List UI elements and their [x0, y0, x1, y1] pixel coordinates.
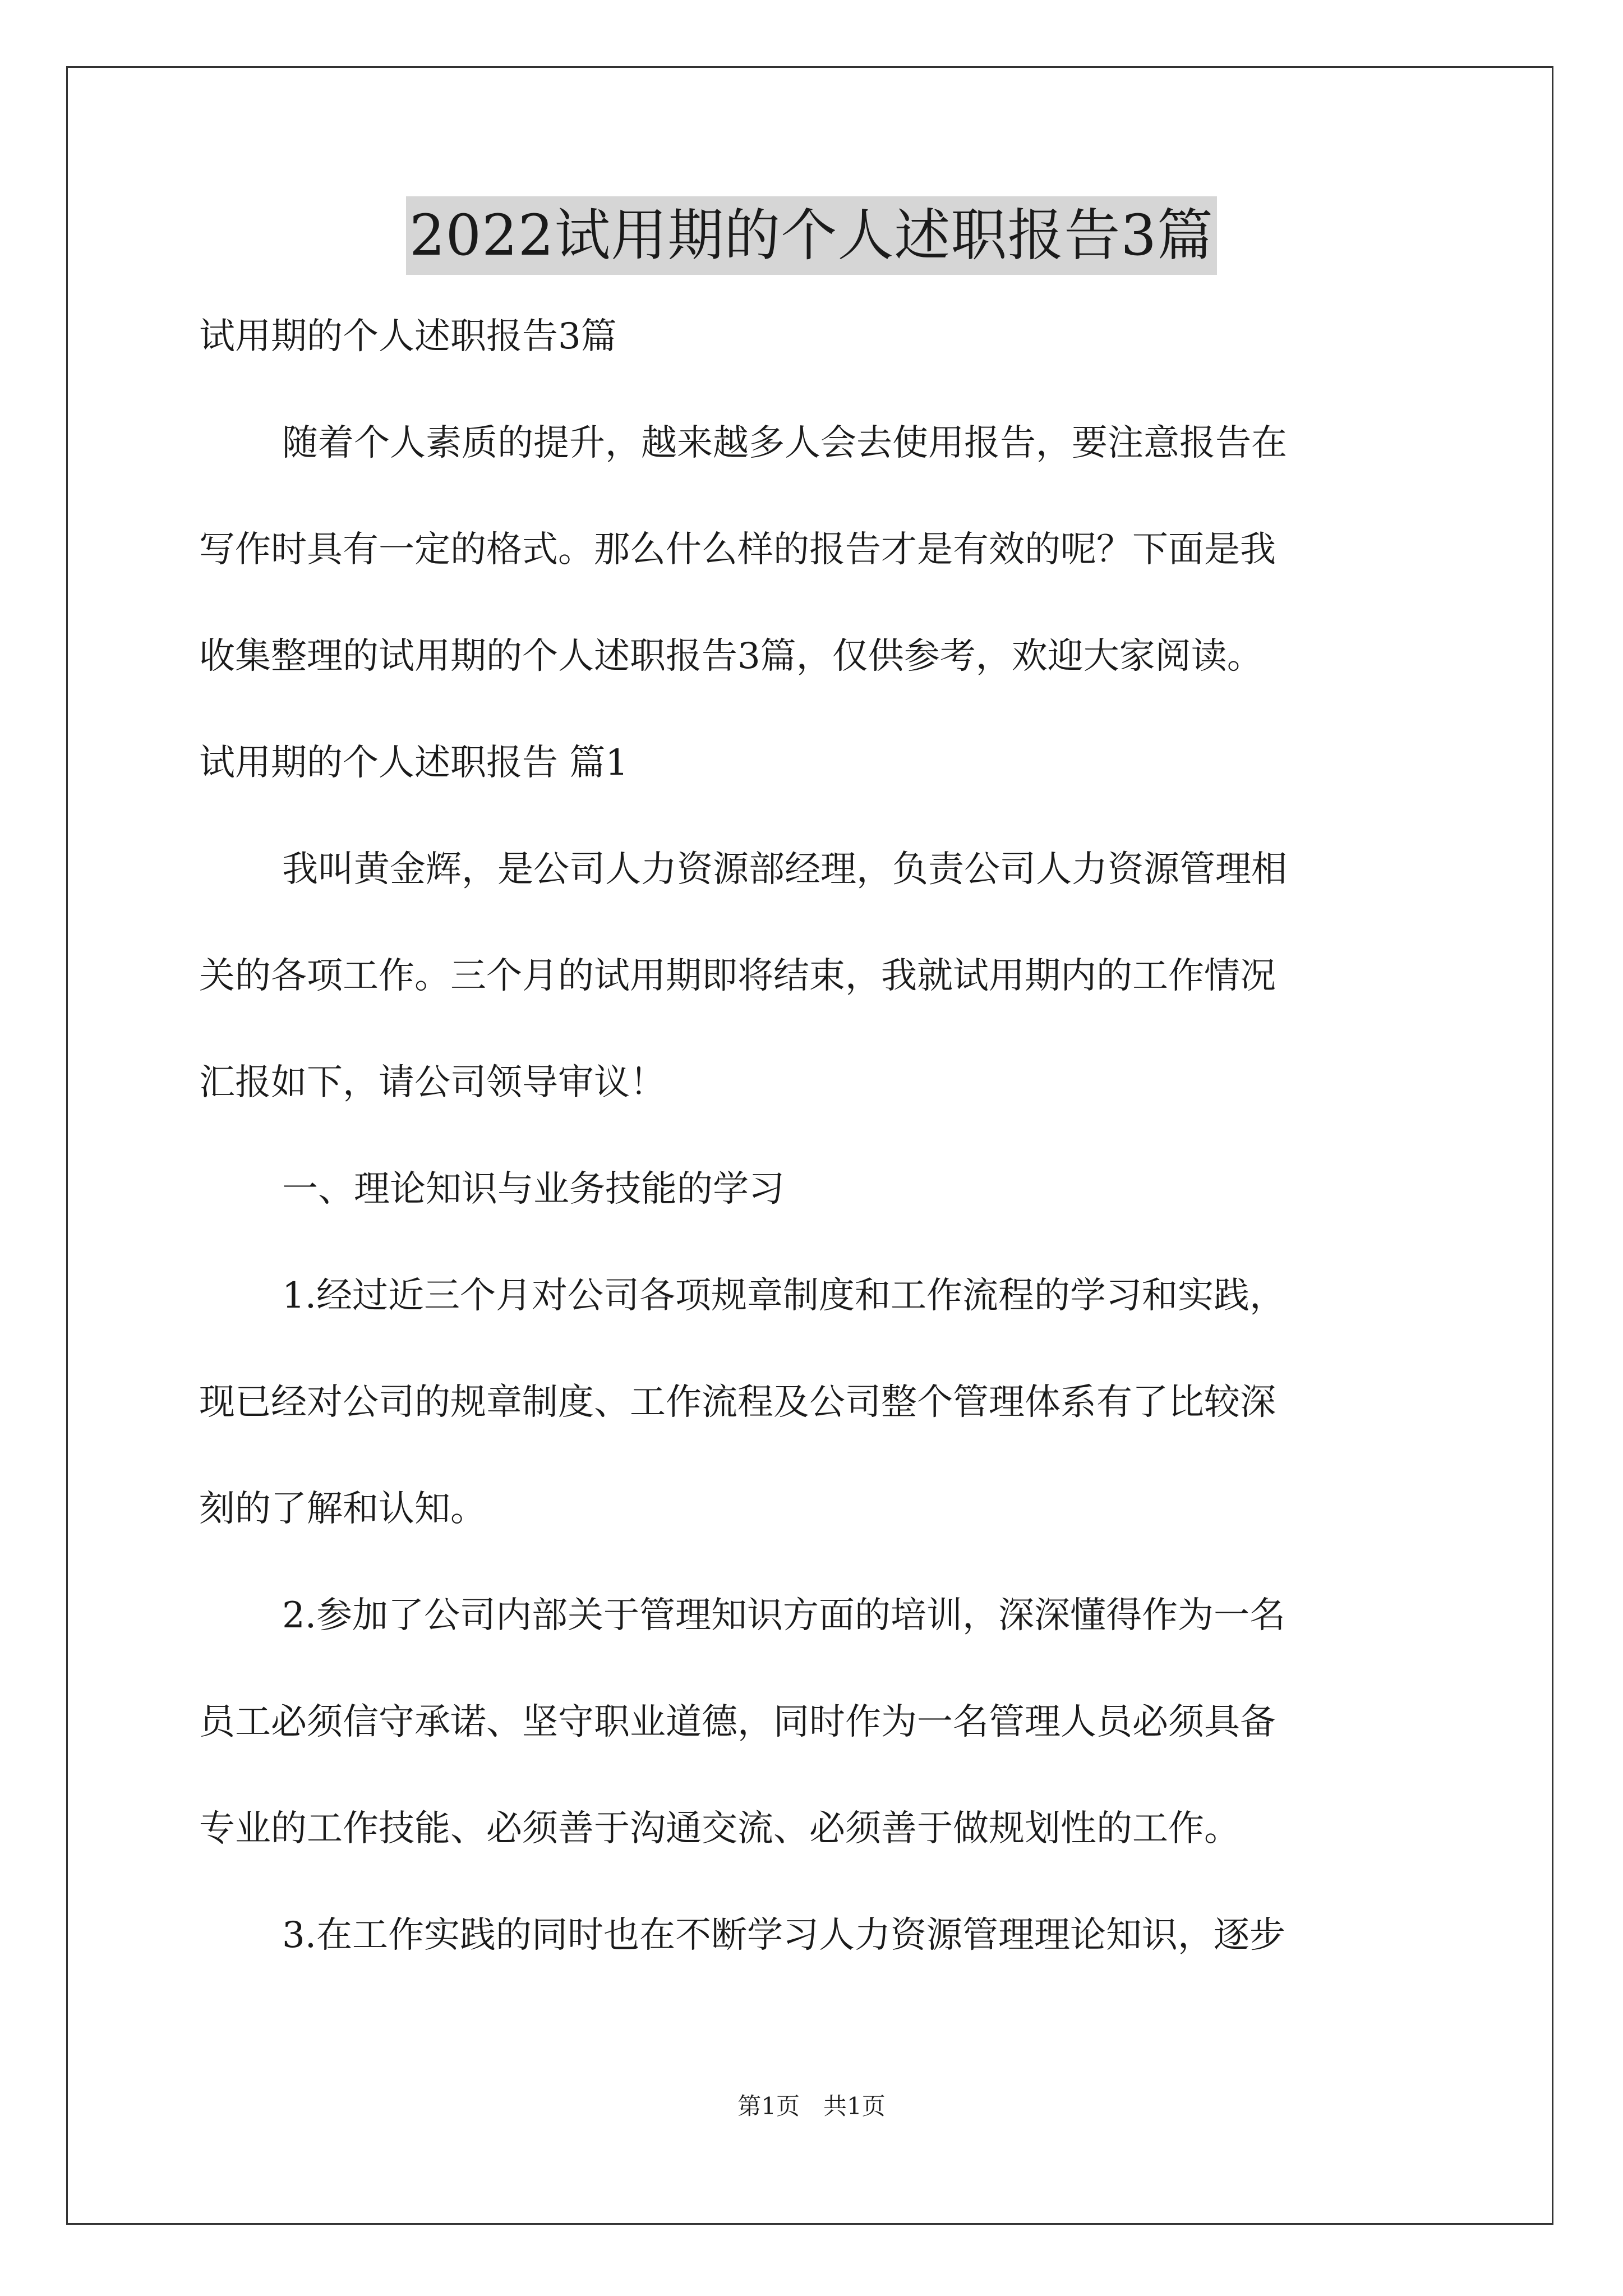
paragraph-line: 写作时具有一定的格式。那么什么样的报告才是有效的呢？下面是我 [199, 529, 1276, 570]
paragraph-line: 现已经对公司的规章制度、工作流程及公司整个管理体系有了比较深 [199, 1382, 1276, 1423]
paragraph-line: 随着个人素质的提升，越来越多人会去使用报告，要注意报告在 [282, 422, 1287, 464]
subsection-heading: 一、理论知识与业务技能的学习 [282, 1168, 785, 1210]
section-heading: 试用期的个人述职报告 篇1 [199, 742, 629, 784]
paragraph-line: 1.经过近三个月对公司各项规章制度和工作流程的学习和实践， [282, 1275, 1286, 1317]
paragraph-line: 汇报如下，请公司领导审议！ [199, 1062, 666, 1103]
document-title: 2022试用期的个人述职报告3篇 [406, 196, 1217, 275]
paragraph-line: 关的各项工作。三个月的试用期即将结束，我就试用期内的工作情况 [199, 955, 1276, 997]
paragraph-line: 2.参加了公司内部关于管理知识方面的培训，深深懂得作为一名 [282, 1595, 1286, 1636]
subtitle-line: 试用期的个人述职报告3篇 [199, 316, 617, 357]
page-footer: 第1页 共1页 [737, 2092, 886, 2120]
title-container [0, 196, 1623, 275]
paragraph-line: 我叫黄金辉，是公司人力资源部经理，负责公司人力资源管理相 [282, 849, 1287, 890]
paragraph-line: 3.在工作实践的同时也在不断学习人力资源管理理论知识，逐步 [282, 1915, 1286, 1956]
paragraph-line: 员工必须信守承诺、坚守职业道德，同时作为一名管理人员必须具备 [199, 1701, 1276, 1743]
paragraph-line: 收集整理的试用期的个人述职报告3篇，仅供参考，欢迎大家阅读。 [199, 636, 1263, 677]
page-border [66, 66, 1553, 2225]
paragraph-line: 刻的了解和认知。 [199, 1488, 486, 1530]
paragraph-line: 专业的工作技能、必须善于沟通交流、必须善于做规划性的工作。 [199, 1808, 1240, 1849]
